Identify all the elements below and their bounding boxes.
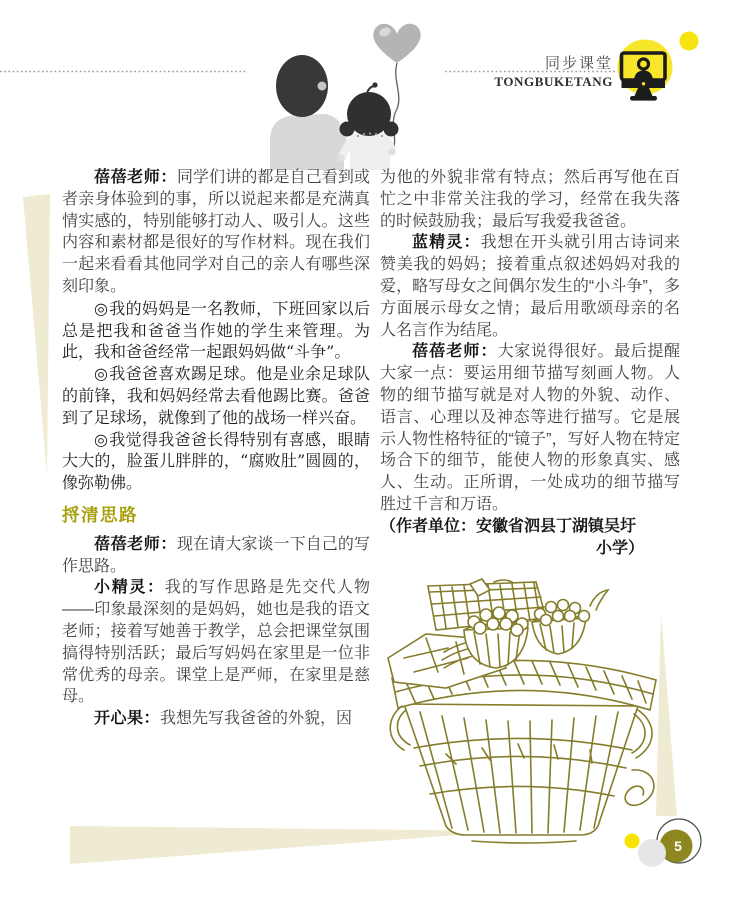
page-number-badge (610, 815, 720, 877)
small-yellow-dot (680, 32, 699, 51)
dialogue-paragraph (62, 577, 370, 708)
speaker-name: 蓓蓓老师： (412, 343, 498, 361)
dialogue-text: 同学们讲的都是自己看到或者亲身体验到的事，所以说起来都是充满真情实感的，特别能够打动人、吸引人。这些内容和素材都是很好的写作材料。现在我们一起来看看其他同学对自己的亲人有哪些深刻印象。 (62, 169, 370, 295)
speaker-name: 小精灵： (94, 579, 165, 597)
double-circle-bullet-icon: ◎ (94, 298, 109, 318)
speaker-name: 蓓蓓老师： (94, 535, 177, 553)
base-line (472, 841, 576, 843)
double-circle-bullet-icon: ◎ (94, 429, 109, 449)
double-circle-bullet-icon: ◎ (94, 364, 109, 384)
berry-cup-right (532, 590, 608, 654)
student-example (62, 429, 370, 494)
father-daughter-heart-balloon-illustration (246, 10, 444, 170)
author-affiliation-line2: 小学） (595, 539, 644, 557)
student-example (62, 363, 370, 428)
left-column (62, 167, 370, 730)
page-number: 5 (674, 838, 682, 854)
badge-gray-circle (638, 839, 666, 867)
dialogue-paragraph (380, 341, 680, 515)
header-title-cn: 同步课堂 (544, 55, 613, 72)
dialogue-text: 我的写作思路是先交代人物——印象最深刻的是妈妈，她也是我的语文老师；接着写她善于教学，总会把课堂氛围搞得特别活跃；最后写妈妈在家里是一位非常优秀的母亲。课堂上是严师，在家里是慈母。 (62, 579, 370, 706)
dialogue-text: 为他的外貌非常有特点；然后再写他在百忙之中非常关注我的学习，经常在我失落的时候鼓励我；最后写我爱我爸爸。 (380, 169, 680, 230)
right-column (380, 167, 680, 559)
author-affiliation-line1: （作者单位：安徽省泗县丁湖镇吴圩 (380, 517, 637, 535)
section-heading: 捋清思路 (62, 504, 138, 525)
student-example (62, 298, 370, 363)
speaker-name: 蓓蓓老师： (94, 169, 177, 186)
badge-yellow-dot (625, 834, 640, 849)
example-text: 我的妈妈是一名教师，下班回家以后总是把我和爸爸当作她的学生来管理。为此，我和爸爸经常一起跟妈妈做“斗争”。 (62, 298, 370, 362)
header-badge (608, 26, 712, 114)
dialogue-paragraph (62, 708, 370, 730)
big-basket-body (404, 704, 638, 835)
speaker-name: 蓝精灵： (412, 234, 481, 252)
speaker-name: 开心果： (94, 710, 161, 728)
example-text: 我觉得我爸爸长得特别有喜感，眼睛大大的，脸蛋儿胖胖的，“腐败肚”圆圆的，像弥勒佛。 (62, 429, 370, 493)
header-title-en: TONGBUKETANG (494, 74, 613, 89)
dialogue-paragraph (62, 534, 370, 578)
left-beige-wedge (23, 194, 50, 475)
fruit-baskets-sketch-illustration (386, 578, 664, 850)
dialogue-continuation (380, 167, 680, 232)
dialogue-text: 大家说得很好。最后提醒大家一点：要运用细节描写刻画人物。人物的细节描写就是对人物的外貌、动作、语言、心理以及神态等进行描写。它是展示人物性格特征的“镜子”，写好人物在特定场合下的细节，能使人物的形象真实、感人、生动。正所谓，一处成功的细节描写胜过千言和万语。 (380, 343, 680, 513)
dialogue-text: 我想在开头就引用古诗词来赞美我的妈妈；接着重点叙述妈妈对我的爱，略写母女之间偶尔发生的“小斗争”，多方面展示母女之情；最后用歌颂母亲的名人名言作为结尾。 (380, 234, 680, 339)
dialogue-text: 现在请大家谈一下自己的写作思路。 (62, 535, 370, 575)
dialogue-text: 我想先写我爸爸的外貌，因 (160, 710, 353, 728)
example-text: 我爸爸喜欢踢足球。他是业余足球队的前锋，我和妈妈经常去看他踢比赛。爸爸到了足球场，就像到了他的战场一样兴奋。 (62, 364, 370, 427)
dialogue-paragraph (62, 167, 370, 298)
dialogue-paragraph (380, 232, 680, 341)
